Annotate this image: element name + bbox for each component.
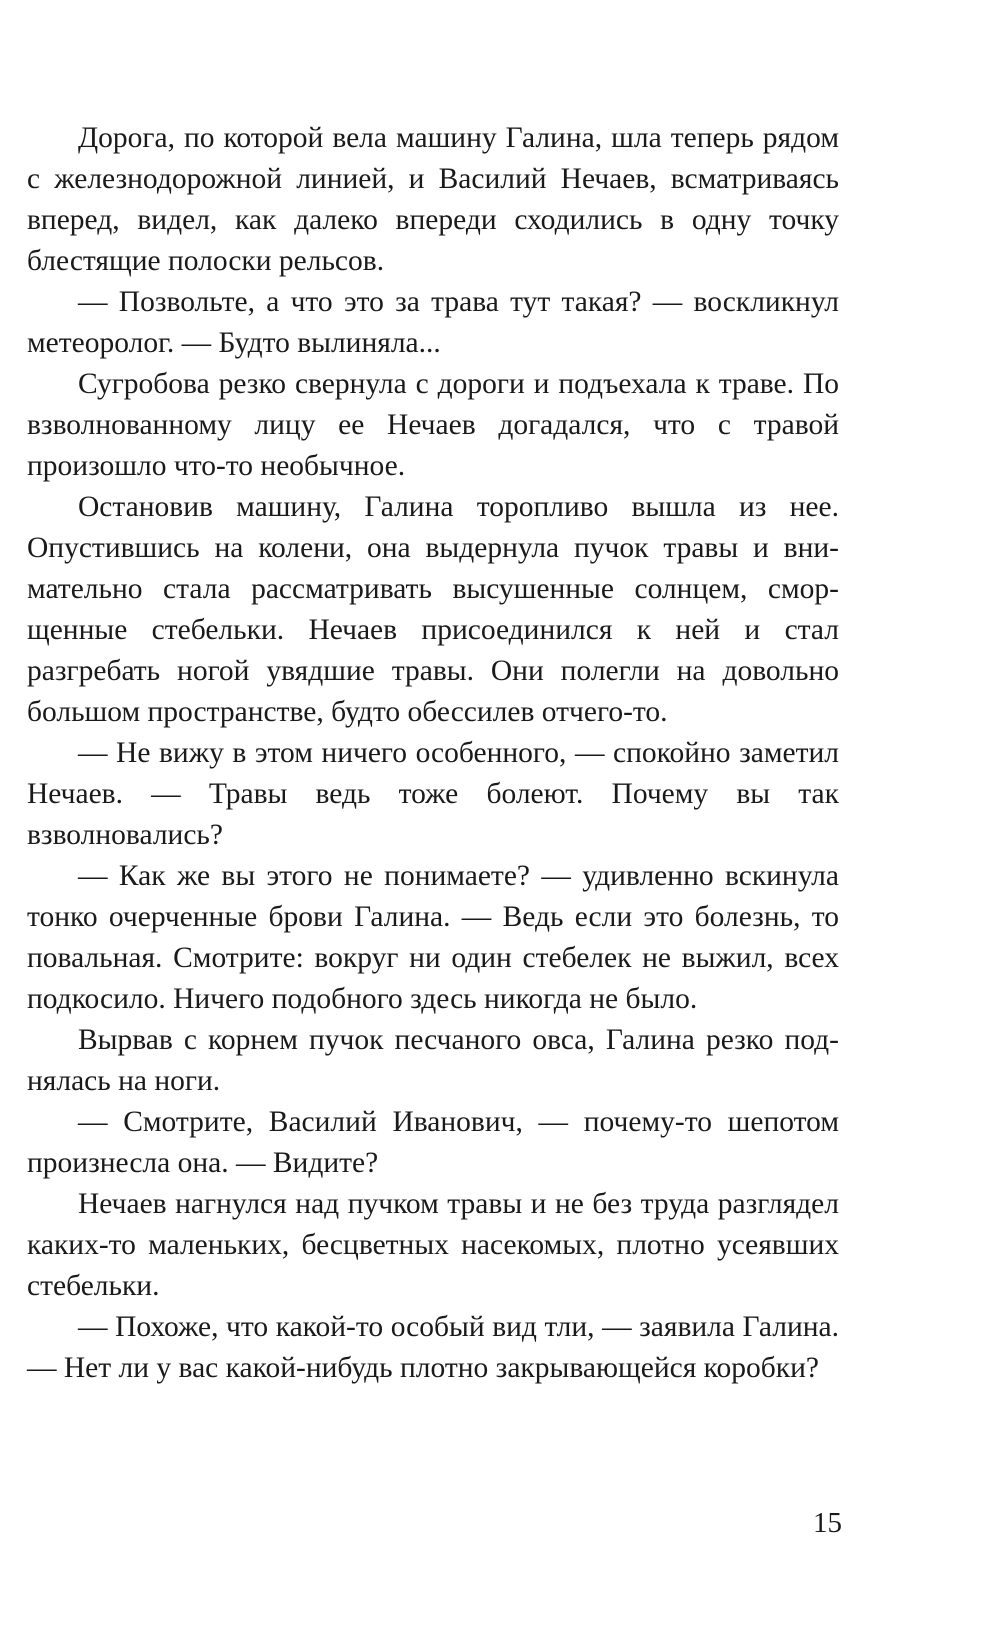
page-number: 15 xyxy=(813,1507,842,1539)
paragraph: — Позвольте, а что это за трава тут такая? — воскликнул метеоролог. — Будто вылиняла... xyxy=(27,286,839,359)
paragraph: Сугробова резко свернула с дороги и подъехала к траве. По взволнованному лицу ее Нечаев догадался, что с травой произошло что-то необычное. xyxy=(27,368,839,482)
paragraph: — Как же вы этого не понимаете? — удивленно вскинула тонко очерченные брови Галина. — Ведь если это болезнь, то повальная. Смотрите: вокруг ни один стебелек не выжил, всех подкосило. Ничего подобного здесь никогда не было. xyxy=(27,860,839,1015)
paragraph: Нечаев нагнулся над пучком травы и не без труда разглядел каких-то маленьких, бесцветных насекомых, плотно усеявших стебельки. xyxy=(27,1188,839,1302)
paragraph: Вырвав с корнем пучок песчаного овса, Галина резко поднялась на ноги. xyxy=(27,1024,839,1097)
paragraph: — Смотрите, Василий Иванович, — почему-то шепотом произнесла она. — Видите? xyxy=(27,1106,839,1179)
paragraph: — Не вижу в этом ничего особенного, — спокойно заметил Нечаев. — Травы ведь тоже болеют. Почему вы так взволновались? xyxy=(27,737,839,851)
paragraph: Остановив машину, Галина торопливо вышла из нее. Опустившись на колени, она выдернула пучок травы и внимательно стала рассматривать высушенные солнцем, сморщенные стебельки. Нечаев присоединился к ней и стал разгребать ногой увядшие травы. Они полегли на довольно большом пространстве, будто обессилев отчего-то. xyxy=(27,491,839,728)
body-text xyxy=(27,118,839,1389)
paragraph: Дорога, по которой вела машину Галина, шла теперь рядом с железнодорожной линией, и Василий Нечаев, всматриваясь вперед, видел, как далеко впереди сходились в одну точку блестящие полоски рельсов. xyxy=(27,122,839,277)
paragraph: — Похоже, что какой-то особый вид тли, — заявила Галина. — Нет ли у вас какой-нибудь плотно закрывающейся коробки? xyxy=(27,1311,839,1384)
